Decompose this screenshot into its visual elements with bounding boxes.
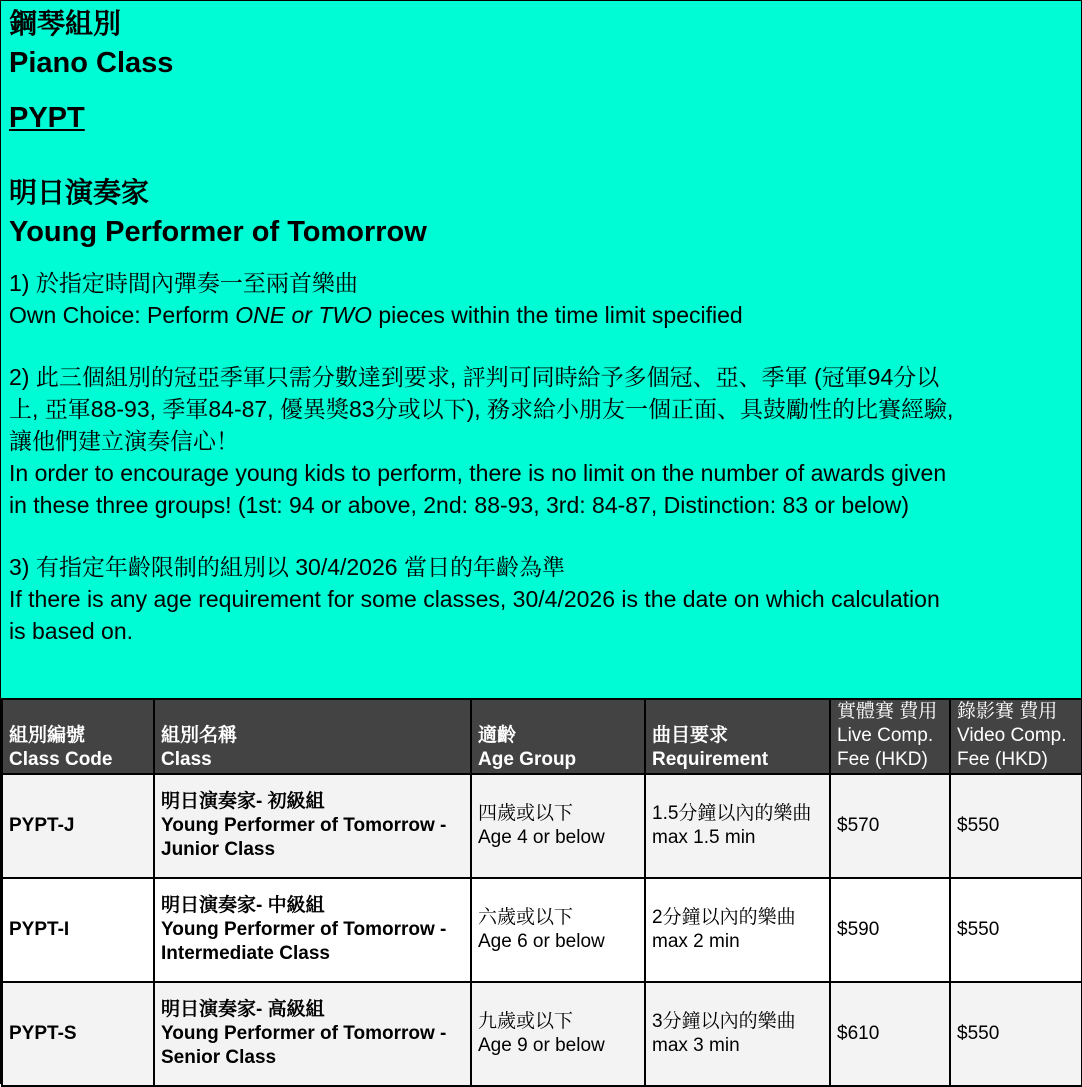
header-video-fee: 錄影賽 費用 Video Comp. Fee (HKD): [950, 699, 1082, 774]
subtitle-en: Young Performer of Tomorrow: [9, 216, 427, 248]
age-group-cell: 四歲或以下 Age 4 or below: [471, 774, 645, 878]
video-fee-cell: $550: [950, 982, 1082, 1086]
class-table: [1, 698, 1082, 1087]
live-fee-cell: $570: [830, 774, 950, 878]
rule2-zh-line2: 上, 亞軍88-93, 季軍84-87, 優異獎83分或以下), 務求給小朋友一個正面、具鼓勵性的比賽經驗,: [9, 396, 954, 422]
class-name-cell: 明日演奏家- 高級組 Young Performer of Tomorrow - Senior Class: [154, 982, 471, 1086]
rule1-zh: 1) 於指定時間內彈奏一至兩首樂曲: [9, 270, 358, 296]
video-fee-cell: $550: [950, 774, 1082, 878]
header-age-group: 適齡 Age Group: [471, 699, 645, 774]
title-en: Piano Class: [9, 47, 174, 79]
subtitle-zh: 明日演奏家: [9, 177, 150, 208]
header-live-fee: 實體賽 費用 Live Comp. Fee (HKD): [830, 699, 950, 774]
header-requirement: 曲目要求 Requirement: [645, 699, 830, 774]
table-row: [2, 878, 1082, 982]
requirement-cell: 3分鐘以內的樂曲 max 3 min: [645, 982, 830, 1086]
title-zh: 鋼琴組別: [9, 8, 122, 39]
live-fee-cell: $590: [830, 878, 950, 982]
intro-section: [1, 1, 1081, 698]
age-group-cell: 六歲或以下 Age 6 or below: [471, 878, 645, 982]
class-name-cell: 明日演奏家- 初級組 Young Performer of Tomorrow - Junior Class: [154, 774, 471, 878]
class-code-heading: PYPT: [9, 102, 85, 134]
age-group-cell: 九歲或以下 Age 9 or below: [471, 982, 645, 1086]
video-fee-cell: $550: [950, 878, 1082, 982]
rule3-en-line2: is based on.: [9, 618, 134, 644]
rule3-zh: 3) 有指定年齡限制的組別以 30/4/2026 當日的年齡為準: [9, 554, 565, 580]
rule2-en-line2: in these three groups! (1st: 94 or above, 2nd: 88-93, 3rd: 84-87, Distinction: 83 or below): [9, 492, 910, 518]
live-fee-cell: $610: [830, 982, 950, 1086]
rule3-en-line1: If there is any age requirement for some classes, 30/4/2026 is the date on which calculation: [9, 586, 940, 612]
header-class: 組別名稱 Class: [154, 699, 471, 774]
class-code-cell: PYPT-J: [2, 774, 154, 878]
class-code-cell: PYPT-S: [2, 982, 154, 1086]
table-row: [2, 982, 1082, 1086]
rule2-en-line1: In order to encourage young kids to perform, there is no limit on the number of awards given: [9, 460, 947, 486]
requirement-cell: 1.5分鐘以內的樂曲 max 1.5 min: [645, 774, 830, 878]
table-row: [2, 774, 1082, 878]
rule1-en: Own Choice: Perform ONE or TWO pieces within the time limit specified: [9, 302, 743, 328]
rule2-zh-line1: 2) 此三個組別的冠亞季軍只需分數達到要求, 評判可同時給予多個冠、亞、季軍 (冠軍94分以: [9, 364, 940, 390]
table-header-row: [2, 699, 1082, 774]
rule2-zh-line3: 讓他們建立演奏信心！: [9, 428, 239, 454]
class-name-cell: 明日演奏家- 中級組 Young Performer of Tomorrow - Intermediate Class: [154, 878, 471, 982]
header-class-code: 組別編號 Class Code: [2, 699, 154, 774]
requirement-cell: 2分鐘以內的樂曲 max 2 min: [645, 878, 830, 982]
class-code-cell: PYPT-I: [2, 878, 154, 982]
